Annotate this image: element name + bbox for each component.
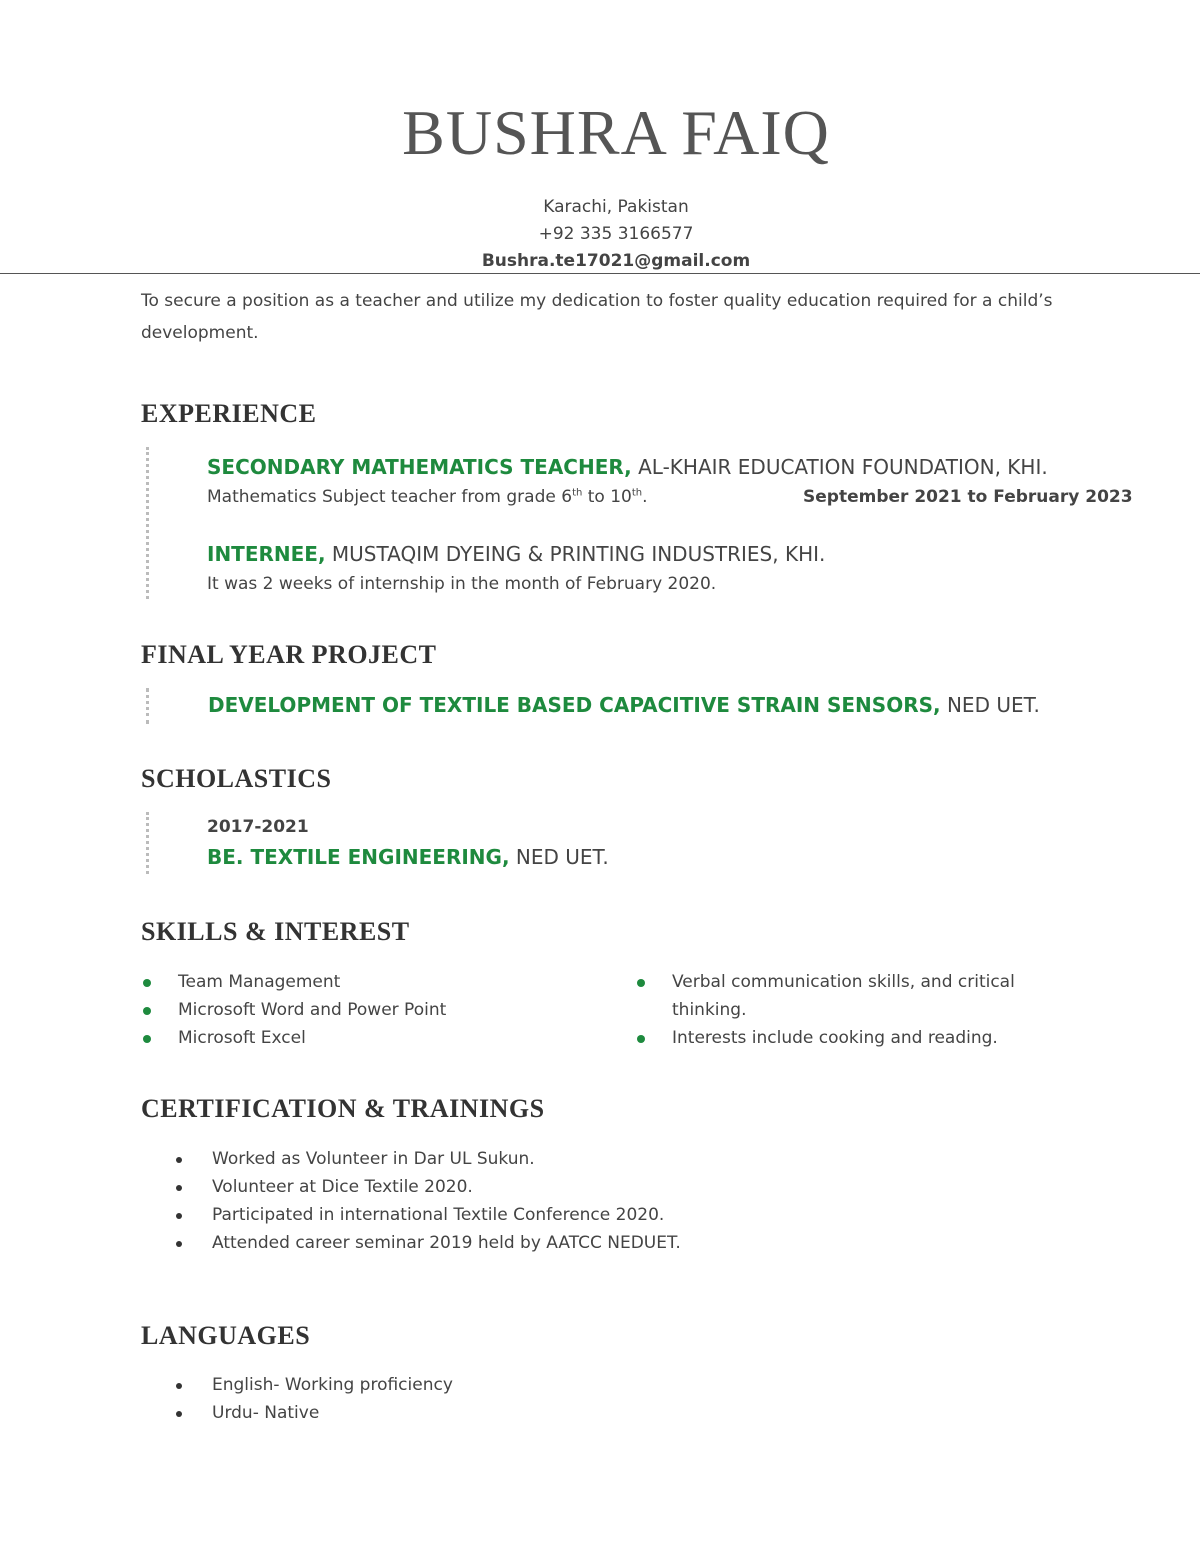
experience-heading: EXPERIENCE xyxy=(141,399,317,428)
desc-sup: th xyxy=(572,487,583,499)
certifications-list xyxy=(212,1145,1012,1257)
project-timeline-bar xyxy=(146,688,149,724)
desc-part: Mathematics Subject teacher from grade 6 xyxy=(207,487,573,507)
list-item: Verbal communication skills, and critical thinking. xyxy=(672,968,1052,1024)
experience-desc-2: It was 2 weeks of internship in the month of February 2020. xyxy=(207,574,717,594)
degree-org: NED UET. xyxy=(509,845,609,869)
list-item: Participated in international Textile Conference 2020. xyxy=(212,1201,1012,1229)
project-title: DEVELOPMENT OF TEXTILE BASED CAPACITIVE STRAIN SENSORS, xyxy=(208,693,941,717)
languages-list xyxy=(212,1371,812,1427)
experience-desc-1 xyxy=(207,487,648,507)
list-item: Microsoft Word and Power Point xyxy=(178,996,578,1024)
scholastics-timeline-bar xyxy=(146,812,149,874)
experience-date-1: September 2021 to February 2023 xyxy=(803,487,1133,507)
location: Karachi, Pakistan xyxy=(543,197,689,217)
objective-text: To secure a position as a teacher and utilize my dedication to foster quality education required for a child’s development. xyxy=(141,291,1053,343)
role-org: MUSTAQIM DYEING & PRINTING INDUSTRIES, KHI. xyxy=(325,542,826,566)
email-link[interactable]: Bushra.te17021@gmail.com xyxy=(481,251,751,271)
experience-role-1 xyxy=(207,455,1048,479)
desc-part: . xyxy=(642,487,648,507)
list-item: Microsoft Excel xyxy=(178,1024,578,1052)
role-title: INTERNEE, xyxy=(207,542,326,566)
project-org: NED UET. xyxy=(940,693,1040,717)
skills-list-right xyxy=(672,968,1052,1052)
scholastics-heading: SCHOLASTICS xyxy=(141,764,332,793)
languages-heading: LANGUAGES xyxy=(141,1321,311,1350)
experience-timeline-bar xyxy=(146,447,149,599)
list-item: Worked as Volunteer in Dar UL Sukun. xyxy=(212,1145,1012,1173)
scholastics-years: 2017-2021 xyxy=(207,817,309,837)
certifications-heading: CERTIFICATION & TRAININGS xyxy=(141,1094,545,1123)
desc-part: to 10 xyxy=(582,487,632,507)
scholastics-degree-line xyxy=(207,845,609,869)
degree-title: BE. TEXTILE ENGINEERING, xyxy=(207,845,510,869)
list-item: Attended career seminar 2019 held by AATCC NEDUET. xyxy=(212,1229,1012,1257)
list-item: Urdu- Native xyxy=(212,1399,812,1427)
skills-heading: SKILLS & INTEREST xyxy=(141,917,410,946)
list-item: Team Management xyxy=(178,968,578,996)
project-heading: FINAL YEAR PROJECT xyxy=(141,640,437,669)
list-item: Volunteer at Dice Textile 2020. xyxy=(212,1173,1012,1201)
experience-role-2 xyxy=(207,542,825,566)
project-title-line xyxy=(208,693,1040,717)
skills-list-left xyxy=(178,968,578,1052)
header-divider xyxy=(0,273,1200,274)
list-item: English- Working proficiency xyxy=(212,1371,812,1399)
role-org: AL-KHAIR EDUCATION FOUNDATION, KHI. xyxy=(631,455,1048,479)
list-item: Interests include cooking and reading. xyxy=(672,1024,1052,1052)
role-title: SECONDARY MATHEMATICS TEACHER, xyxy=(207,455,632,479)
candidate-name: BUSHRA FAIQ xyxy=(402,97,830,168)
phone: +92 335 3166577 xyxy=(538,224,694,244)
desc-sup: th xyxy=(631,487,643,499)
